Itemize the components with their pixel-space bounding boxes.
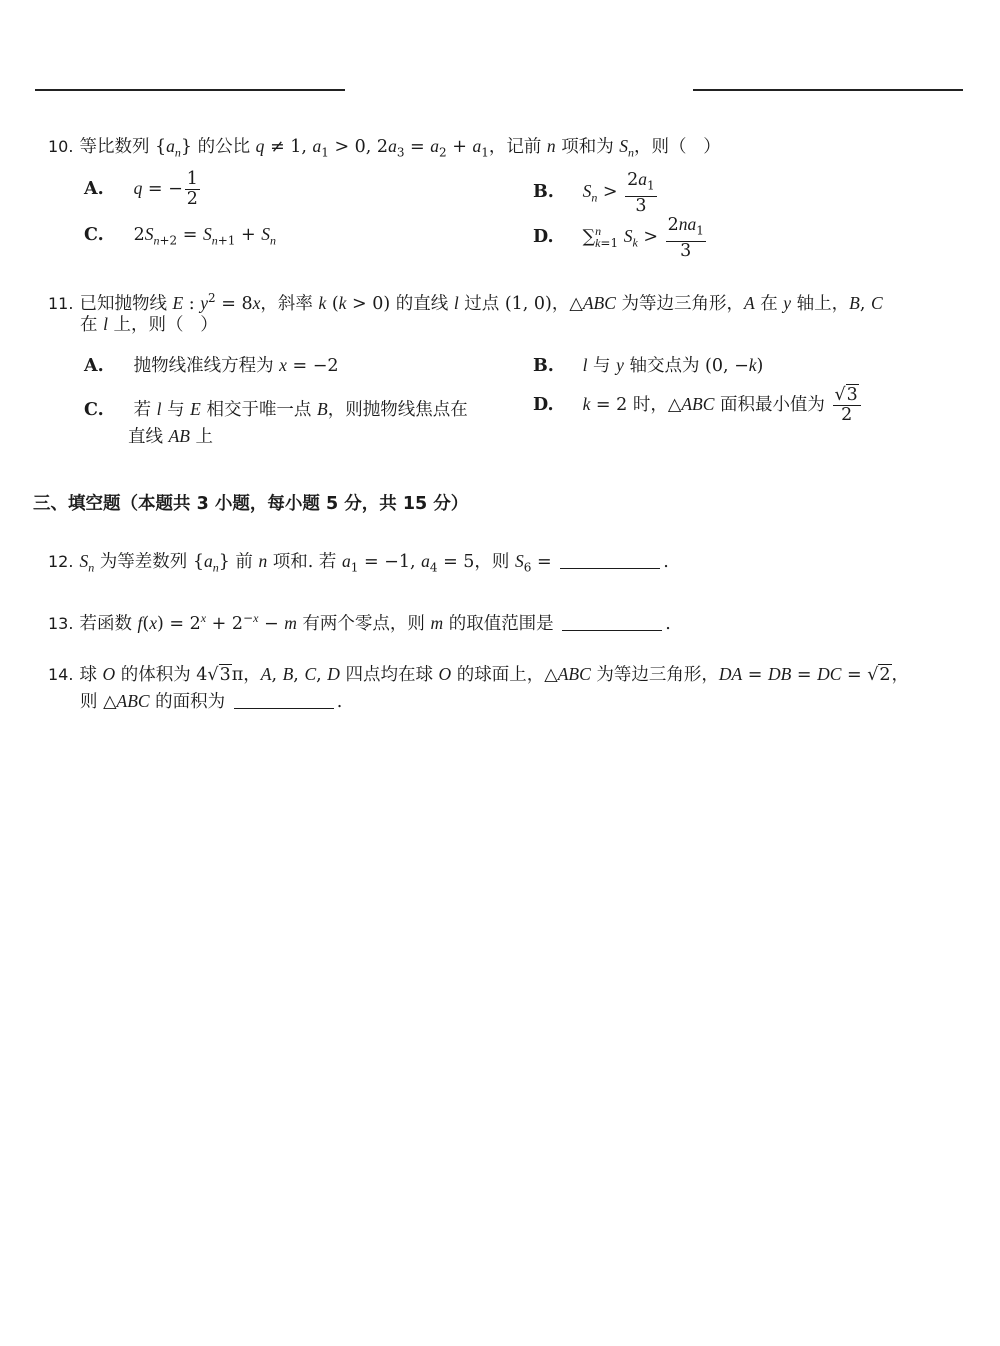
question-11-stem-line1: 已知抛物线 E : $y^2 = 8x$，斜率 k (k > 0) 的直线 l 过点 (1, 0)，△ABC 为等边三角形，A 在 y 轴上，B, C (79, 291, 883, 314)
option-11-d-text: k = 2 时，△ABC 面积最小值为 $\frac{√3}{2}$ (583, 395, 863, 415)
option-10-d[interactable]: D. ∑$^n_{k=1}$ $S_k$ > $\frac{2na_1}{3}$ (533, 215, 708, 261)
option-10-a[interactable]: A. q = − $\frac{1}{2}$ (84, 170, 202, 209)
option-11-c[interactable]: C. 若 l 与 E 相交于唯一点 B，则抛物线焦点在 直线 AB 上 (84, 399, 468, 447)
question-11: 11. 已知抛物线 E : $y^2 = 8x$，斜率 k (k > 0) 的直线 l 过点 (1, 0)，△ABC 为等边三角形，A 在 y 轴上，B, C (48, 291, 883, 314)
option-10-c[interactable]: C. $2S_{n+2} = S_{n+1} + S_n$ (84, 224, 276, 248)
answer-blank-14[interactable] (234, 692, 334, 709)
option-10-b[interactable]: B. $S_n$ > $\frac{2a_1}{3}$ (533, 170, 659, 216)
option-10-a-text: q = − $\frac{1}{2}$ (133, 169, 198, 209)
option-11-b-text: l 与 y 轴交点为 (0, −k) (582, 355, 764, 376)
question-14-line1: 球 O 的体积为 4√3π，A, B, C, D 四点均在球 O 的球面上，△ABC 为等边三角形，DA = DB = DC = √2， (79, 664, 909, 685)
answer-blank-12[interactable] (560, 552, 660, 569)
option-11-c-text: 若 l 与 E 相交于唯一点 B，则抛物线焦点在 直线 AB 上 (128, 399, 468, 447)
option-11-d[interactable]: D. k = 2 时，△ABC 面积最小值为 $\frac{√3}{2}$ (533, 386, 863, 425)
question-13-text: 若函数 $f(x) = 2^x + 2^{-x} - m$ 有两个零点，则 m 的取值范围是 . (79, 611, 671, 634)
question-14-line2: 则 △ABC 的面积为 . (80, 691, 343, 712)
question-12: 12. $S_n$ 为等差数列 $\{a_n\}$ 前 n 项和. 若 $a_1 = -1$, $a_4 = 5$，则 $S_6$ = . (48, 551, 669, 575)
answer-blank-13[interactable] (562, 614, 662, 631)
section-heading-fill-in: 三、填空题（本题共 3 小题，每小题 5 分，共 15 分） (33, 494, 469, 514)
question-11-line2: 在 l 上，则（ ） (80, 314, 218, 335)
question-number: 10. (48, 137, 74, 156)
question-13: 13. 若函数 $f(x) = 2^x + 2^{-x} - m$ 有两个零点，则 m 的取值范围是 . (48, 611, 671, 634)
question-12-text: $S_n$ 为等差数列 $\{a_n\}$ 前 n 项和. 若 $a_1 = -1$, $a_4 = 5$，则 $S_6$ = . (79, 551, 669, 575)
header-rule-left (35, 89, 345, 91)
header-rule-right (693, 89, 963, 91)
option-10-d-text: ∑$^n_{k=1}$ $S_k$ > $\frac{2na_1}{3}$ (582, 214, 704, 261)
option-10-c-text: $2S_{n+2} = S_{n+1} + S_n$ (133, 224, 276, 248)
option-11-a[interactable]: A. 抛物线准线方程为 x = −2 (84, 355, 339, 376)
option-10-b-text: $S_n$ > $\frac{2a_1}{3}$ (582, 169, 655, 216)
question-14: 14. 球 O 的体积为 4√3π，A, B, C, D 四点均在球 O 的球面上，△ABC 为等边三角形，DA = DB = DC = √2， (48, 664, 909, 685)
option-11-a-text: 抛物线准线方程为 x = −2 (133, 355, 339, 376)
question-10-stem: 等比数列 $\{a_n\}$ 的公比 q ≠ 1, $a_1 > 0$, $2a_3 = a_2 + a_1$，记前 n 项和为 $S_n$，则（ ） (79, 136, 721, 160)
option-11-b[interactable]: B. l 与 y 轴交点为 (0, −k) (533, 355, 764, 376)
question-10 (48, 133, 721, 166)
